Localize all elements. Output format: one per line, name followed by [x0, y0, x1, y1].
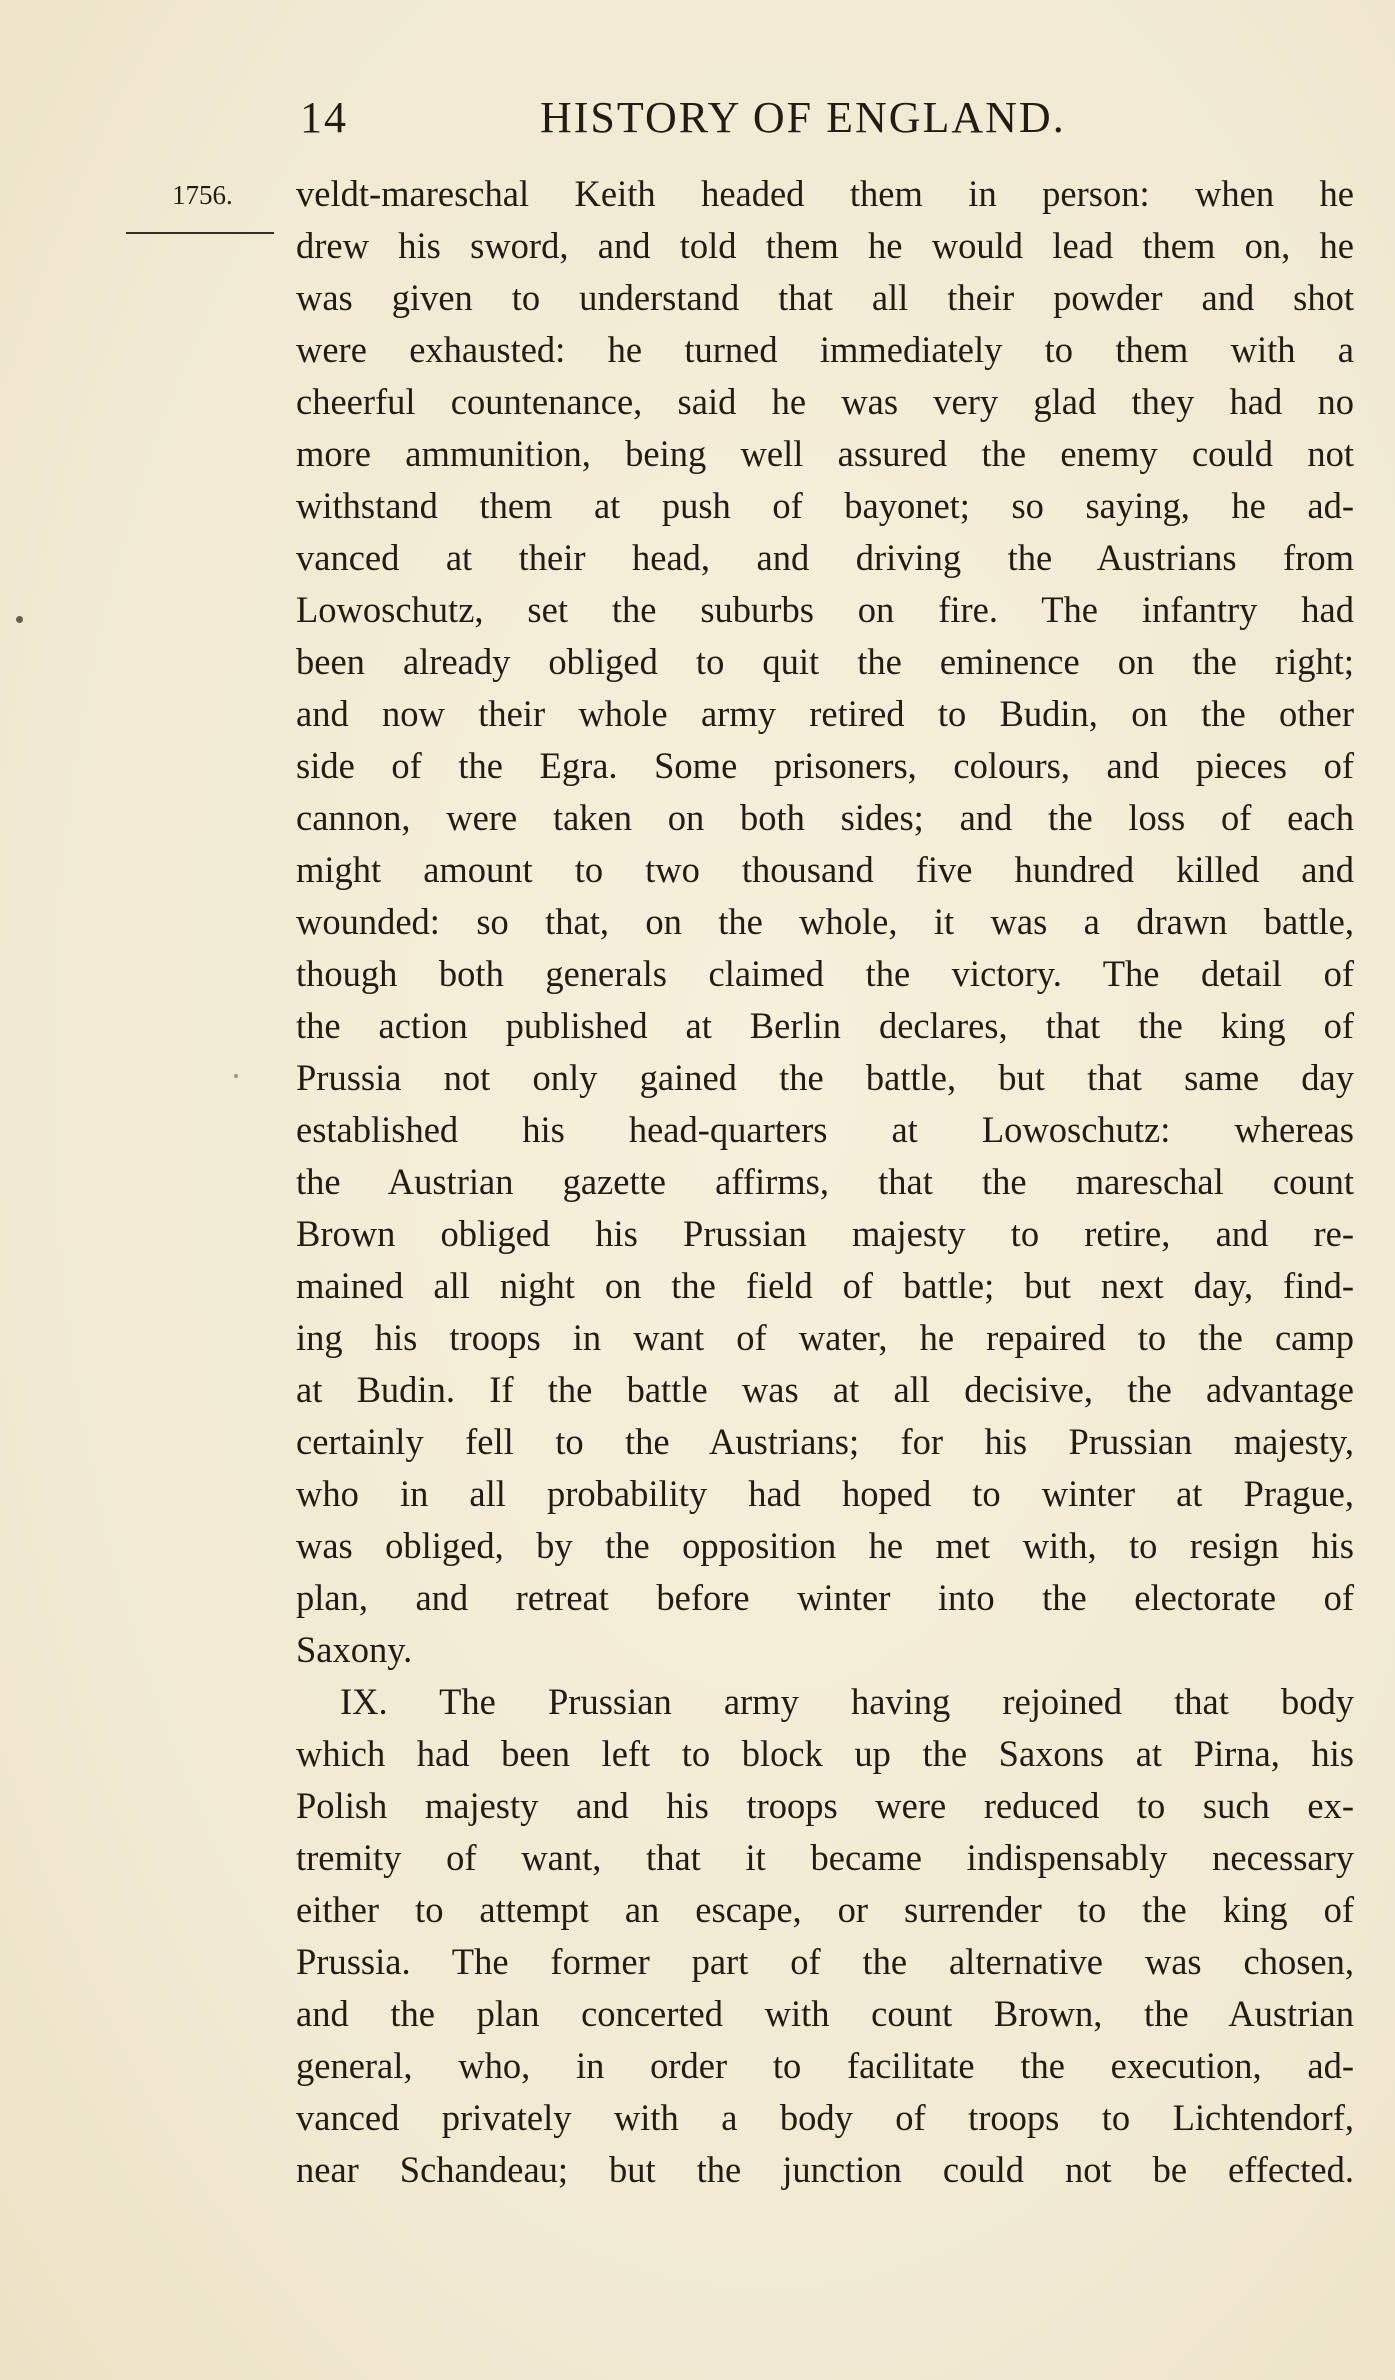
- text-line: Saxony.: [296, 1629, 413, 1670]
- page-speck: [234, 1074, 238, 1078]
- running-title: HISTORY OF ENGLAND.: [540, 93, 1066, 142]
- text-line: withstand them at push of bayonet; so saying, he ad-: [296, 485, 1354, 526]
- text-line: side of the Egra. Some prisoners, colours, and pieces of: [296, 745, 1354, 786]
- margin-rule: [126, 232, 274, 234]
- text-line: mained all night on the field of battle; but next day, find-: [296, 1265, 1354, 1306]
- text-line: more ammunition, being well assured the enemy could not: [296, 433, 1354, 474]
- text-line: was given to understand that all their powder and shot: [296, 277, 1354, 318]
- text-line: Brown obliged his Prussian majesty to retire, and re-: [296, 1213, 1354, 1254]
- margin-year: 1756.: [172, 180, 233, 210]
- text-line: the action published at Berlin declares, that the king of: [296, 1005, 1354, 1046]
- text-line: which had been left to block up the Saxons at Pirna, his: [296, 1733, 1354, 1774]
- page-number: 14: [300, 93, 348, 142]
- text-line: Prussia. The former part of the alternative was chosen,: [296, 1941, 1354, 1982]
- text-line: and the plan concerted with count Brown, the Austrian: [296, 1993, 1354, 2034]
- text-line: cannon, were taken on both sides; and the loss of each: [296, 797, 1354, 838]
- text-line: though both generals claimed the victory. The detail of: [296, 953, 1354, 994]
- text-line: drew his sword, and told them he would lead them on, he: [296, 225, 1354, 266]
- text-line: Polish majesty and his troops were reduced to such ex-: [296, 1785, 1354, 1826]
- text-line: who in all probability had hoped to winter at Prague,: [296, 1473, 1354, 1514]
- text-line: might amount to two thousand five hundred killed and: [296, 849, 1354, 890]
- text-line: were exhausted: he turned immediately to them with a: [296, 329, 1354, 370]
- text-line: Prussia not only gained the battle, but that same day: [296, 1057, 1354, 1098]
- text-line: Lowoschutz, set the suburbs on fire. The infantry had: [296, 589, 1354, 630]
- text-line: ing his troops in want of water, he repaired to the camp: [296, 1317, 1354, 1358]
- text-line: cheerful countenance, said he was very glad they had no: [296, 381, 1354, 422]
- text-line: been already obliged to quit the eminence on the right;: [296, 641, 1354, 682]
- text-line: established his head-quarters at Lowoschutz: whereas: [296, 1109, 1354, 1150]
- text-line: the Austrian gazette affirms, that the mareschal count: [296, 1161, 1354, 1202]
- page-speck: [16, 616, 23, 623]
- text-line: near Schandeau; but the junction could not be effected.: [296, 2149, 1354, 2190]
- text-line: plan, and retreat before winter into the electorate of: [296, 1577, 1354, 1618]
- text-line: wounded: so that, on the whole, it was a drawn battle,: [296, 901, 1354, 942]
- text-line: and now their whole army retired to Budin, on the other: [296, 693, 1354, 734]
- text-line: tremity of want, that it became indispensably necessary: [296, 1837, 1354, 1878]
- text-line: vanced at their head, and driving the Austrians from: [296, 537, 1354, 578]
- text-line: vanced privately with a body of troops to Lichtendorf,: [296, 2097, 1354, 2138]
- text-line: either to attempt an escape, or surrender to the king of: [296, 1889, 1354, 1930]
- text-line: at Budin. If the battle was at all decisive, the advantage: [296, 1369, 1354, 1410]
- text-line: veldt-mareschal Keith headed them in person: when he: [296, 173, 1354, 214]
- text-line: certainly fell to the Austrians; for his Prussian majesty,: [296, 1421, 1354, 1462]
- text-line: IX. The Prussian army having rejoined that body: [340, 1681, 1354, 1722]
- text-line: was obliged, by the opposition he met with, to resign his: [296, 1525, 1354, 1566]
- text-line: general, who, in order to facilitate the execution, ad-: [296, 2045, 1354, 2086]
- running-head: [300, 92, 1200, 152]
- body-text: [296, 168, 1354, 2196]
